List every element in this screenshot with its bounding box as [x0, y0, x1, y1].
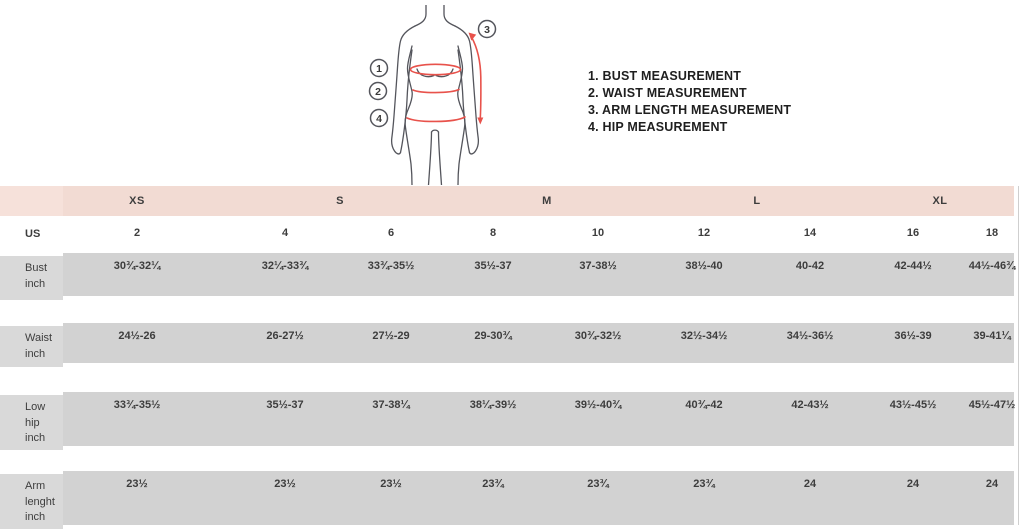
- measure-cell-waist: 34½-36½: [786, 330, 834, 342]
- us-size-cell: 16: [906, 227, 920, 239]
- arrow-down-icon: [477, 118, 483, 125]
- us-size-cell: 18: [985, 227, 999, 239]
- marker-2: [370, 83, 387, 100]
- measure-cell-bust: 38½-40: [685, 260, 723, 272]
- row-label-line: Low: [25, 401, 46, 413]
- us-size-cell: 4: [281, 227, 289, 239]
- measure-cell-waist: 24½-26: [118, 330, 156, 342]
- us-size-cell: 10: [591, 227, 605, 239]
- measure-cell-waist: 29-30¾: [474, 330, 512, 342]
- row-bust: [63, 253, 1014, 296]
- measure-cell-arm-length: 23¾: [587, 478, 609, 490]
- size-group-row-label-cell: [0, 186, 63, 216]
- measure-cell-bust: 30¾-32¼: [113, 260, 161, 272]
- measure-cell-low-hip: 35½-37: [266, 399, 304, 411]
- size-group-label-m: M: [542, 195, 552, 207]
- measure-cell-waist: 30¾-32½: [574, 330, 622, 342]
- measure-cell-waist: 32½-34½: [680, 330, 728, 342]
- row-label-line: Arm: [25, 480, 46, 492]
- us-size-cell: 8: [489, 227, 497, 239]
- measure-cell-arm-length: 24: [906, 478, 920, 490]
- size-group-label-l: L: [753, 195, 761, 207]
- measurement-figure: [355, 5, 515, 185]
- measure-cell-bust: 40-42: [795, 260, 825, 272]
- measure-cell-low-hip: 43½-45½: [889, 399, 937, 411]
- size-table: [0, 186, 1024, 525]
- row-label-line: inch: [25, 511, 46, 523]
- measure-cell-arm-length: 23¾: [693, 478, 715, 490]
- measure-cell-arm-length: 23½: [126, 478, 148, 490]
- row-label-line: inch: [25, 277, 46, 290]
- marker-number: 2: [375, 85, 381, 98]
- measure-cell-arm-length: 24: [803, 478, 817, 490]
- measure-cell-low-hip: 33¾-35½: [113, 399, 161, 411]
- table-right-divider: [1018, 186, 1019, 525]
- row-label-line: hip: [25, 416, 40, 429]
- row-arm-length: [63, 471, 1014, 525]
- row-label-low-hip: [25, 400, 45, 447]
- size-group-row: [63, 186, 1014, 216]
- marker-3: [479, 21, 496, 38]
- measure-cell-low-hip: 45½-47½: [968, 399, 1016, 411]
- us-size-cell: 2: [133, 227, 141, 239]
- measurement-legend: [588, 68, 791, 136]
- measure-cell-bust: 35½-37: [474, 260, 512, 272]
- measure-cell-waist: 36½-39: [894, 330, 932, 342]
- body-outline: [392, 5, 479, 185]
- hip-measure-line: [407, 117, 465, 121]
- measure-cell-low-hip: 38¼-39½: [469, 399, 517, 411]
- marker-1: [371, 60, 388, 77]
- row-label-arm-length: [25, 479, 55, 526]
- measure-lines: [407, 37, 481, 121]
- measure-cell-low-hip: 40¾-42: [685, 399, 723, 411]
- row-label-line: inch: [25, 347, 46, 360]
- measure-cell-waist: 39-41¼: [973, 330, 1011, 342]
- row-waist: [63, 323, 1014, 363]
- measure-cell-arm-length: 24: [985, 478, 999, 490]
- us-size-cell: 12: [697, 227, 711, 239]
- measure-cell-bust: 42-44½: [894, 260, 932, 272]
- legend-line: 1. BUST MEASUREMENT: [588, 69, 742, 83]
- measure-cell-arm-length: 23½: [380, 478, 402, 490]
- size-group-label-xl: XL: [932, 195, 948, 207]
- body-diagram: [355, 5, 515, 185]
- size-group-label-xs: XS: [129, 195, 145, 207]
- us-size-cell: 14: [803, 227, 817, 239]
- row-label-line: Bust: [25, 262, 48, 274]
- row-label-line: Waist: [25, 332, 53, 344]
- measure-cell-arm-length: 23¾: [482, 478, 504, 490]
- waist-measure-line: [413, 90, 459, 93]
- legend-line: 4. HIP MEASUREMENT: [588, 120, 728, 134]
- marker-4: [371, 110, 388, 127]
- measure-cell-low-hip: 42-43½: [791, 399, 829, 411]
- measure-cell-bust: 37-38½: [579, 260, 617, 272]
- row-label-line: inch: [25, 432, 46, 444]
- marker-number: 4: [376, 112, 382, 125]
- row-low-hip: [63, 392, 1014, 446]
- legend-line: 2. WAIST MEASUREMENT: [588, 86, 747, 100]
- row-label-line: lenght: [25, 495, 55, 508]
- row-label-bust: [25, 261, 47, 292]
- measure-cell-waist: 26-27½: [266, 330, 304, 342]
- us-row-label: US: [25, 228, 41, 240]
- us-size-cell: 6: [387, 227, 395, 239]
- marker-layer: [370, 21, 496, 127]
- size-group-label-s: S: [336, 195, 344, 207]
- measure-cell-arm-length: 23½: [274, 478, 296, 490]
- marker-number: 3: [484, 23, 490, 36]
- measure-cell-bust: 44½-46¾: [968, 260, 1016, 272]
- legend-line: 3. ARM LENGTH MEASUREMENT: [588, 103, 792, 117]
- measure-cell-bust: 33¾-35½: [367, 260, 415, 272]
- row-label-waist: [25, 331, 52, 362]
- measure-cell-low-hip: 39½-40¾: [574, 399, 622, 411]
- marker-number: 1: [376, 62, 382, 75]
- measure-cell-low-hip: 37-38¼: [372, 399, 410, 411]
- measure-cell-bust: 32¼-33¾: [261, 260, 309, 272]
- measure-cell-waist: 27½-29: [372, 330, 410, 342]
